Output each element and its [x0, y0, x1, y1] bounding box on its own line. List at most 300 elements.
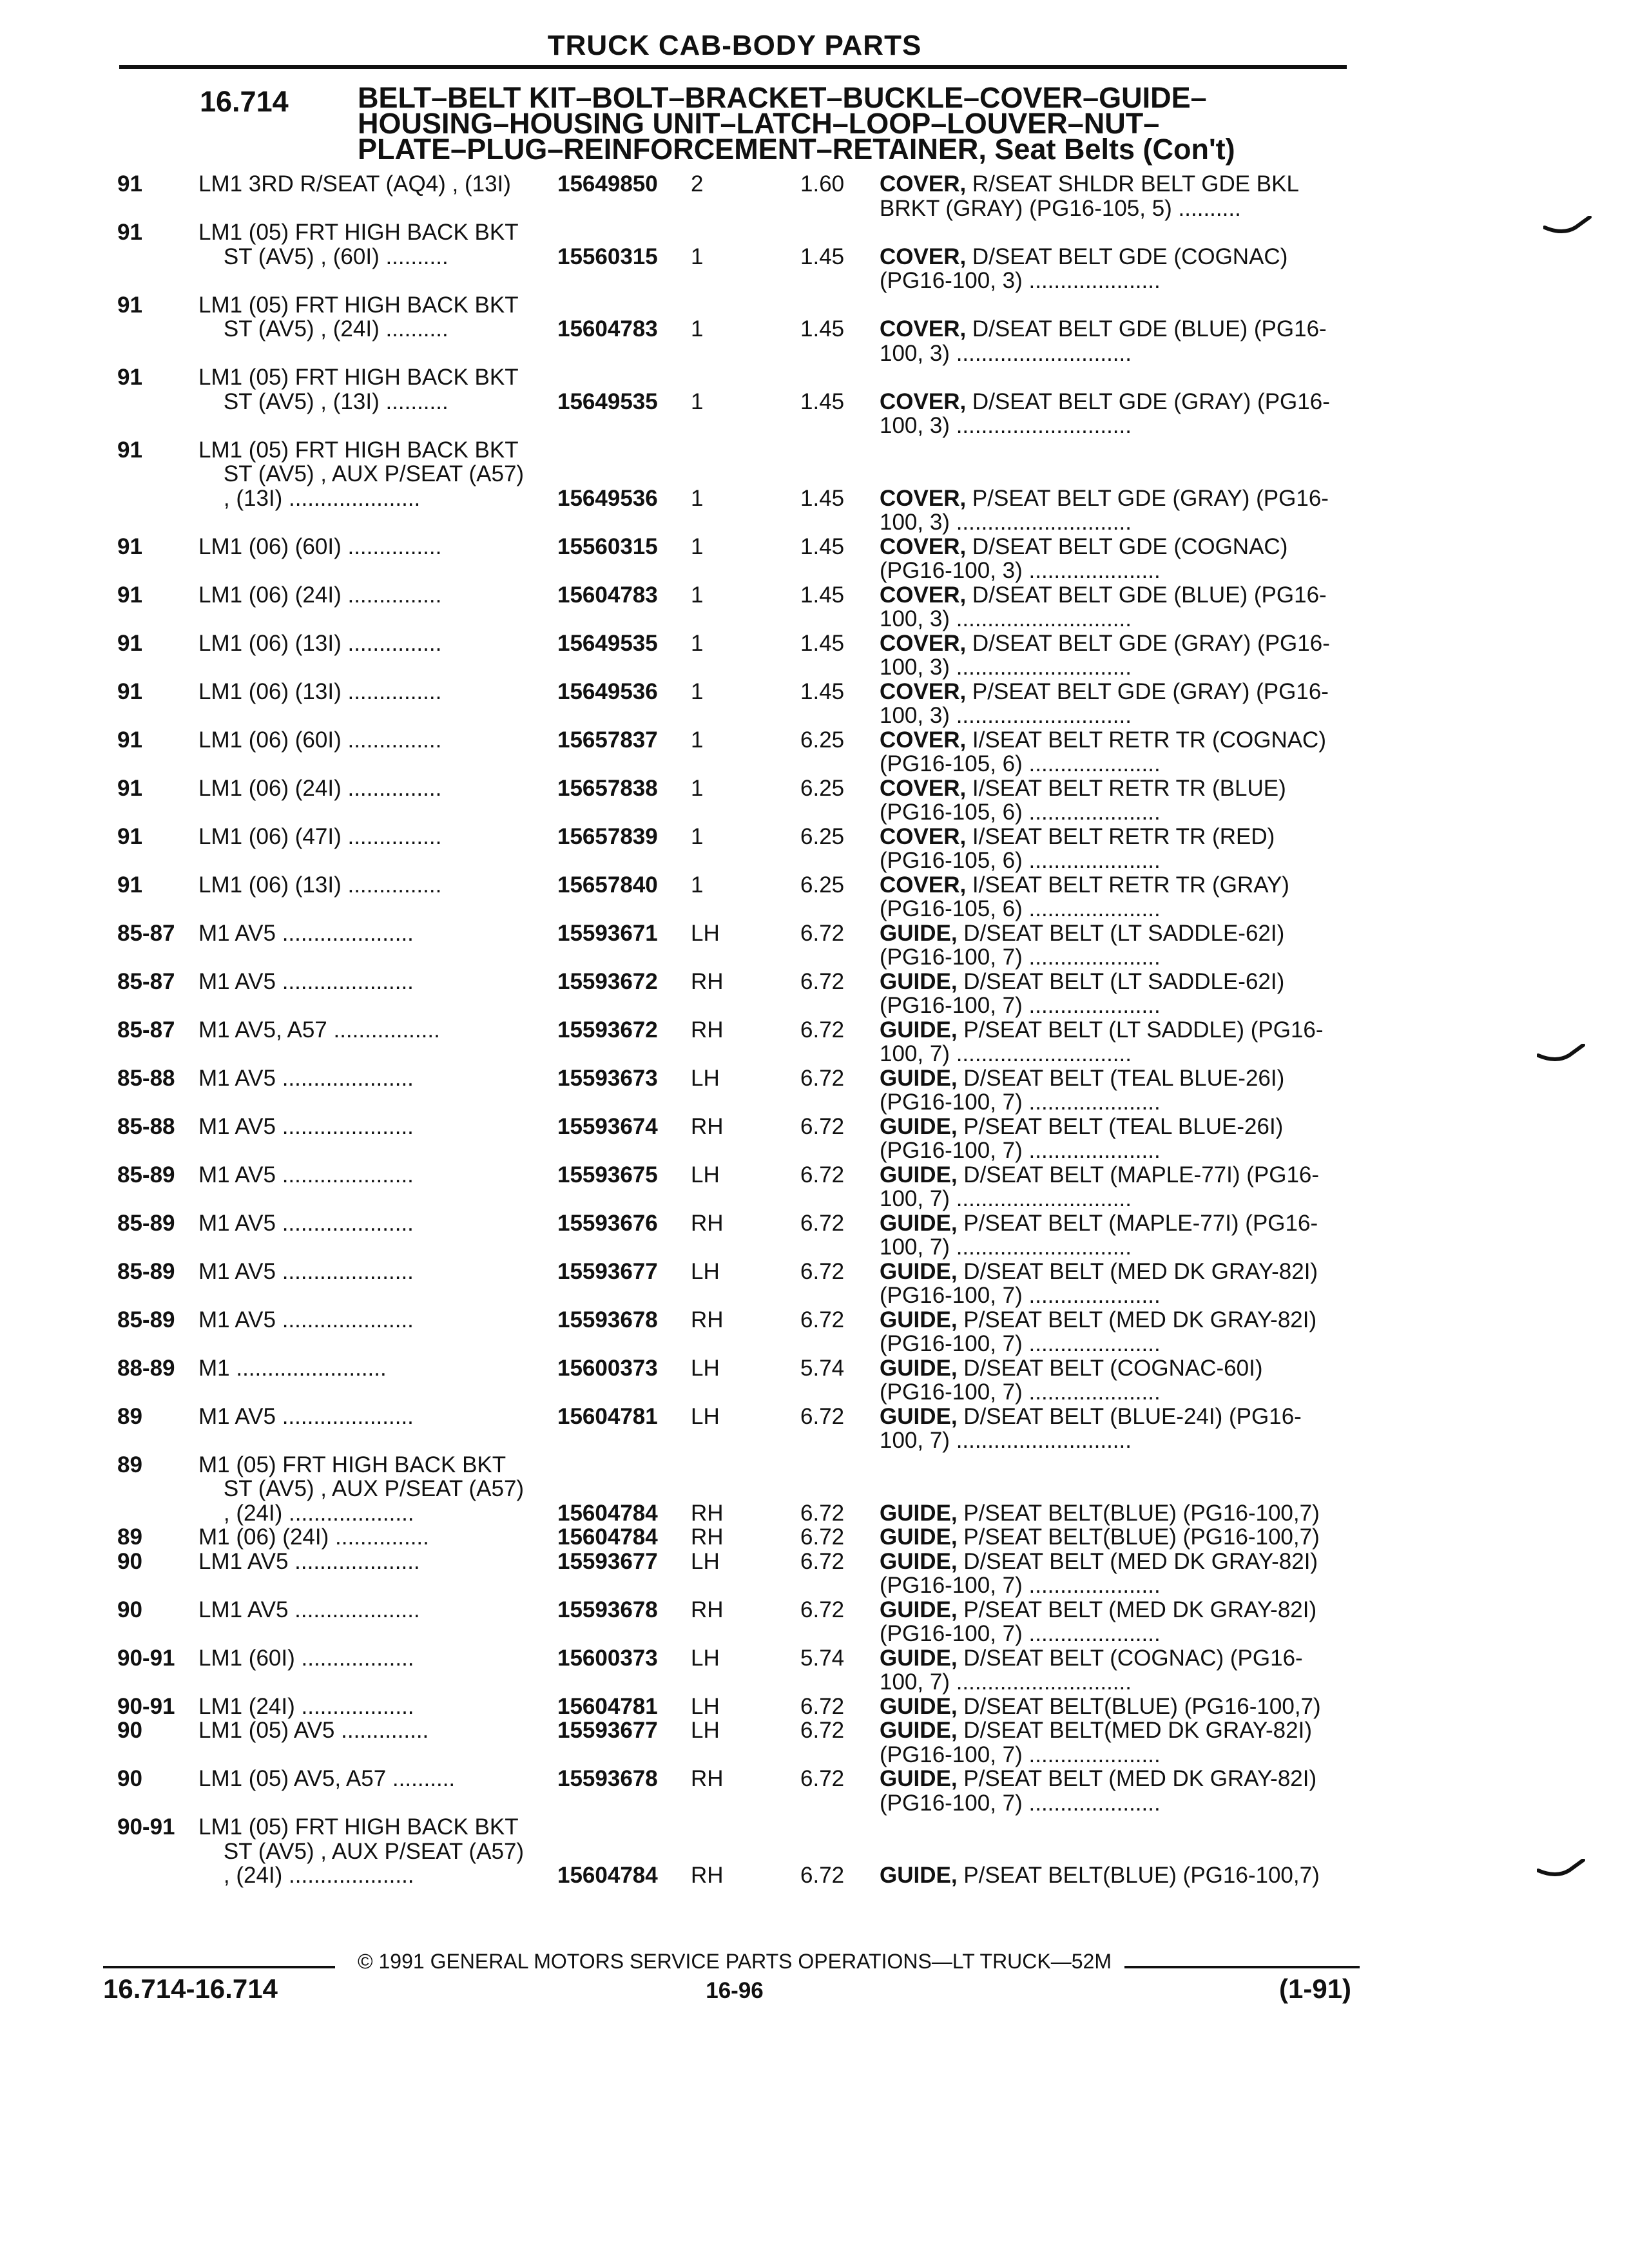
quantity: 1: [691, 316, 704, 341]
model-year: 85-87: [117, 969, 175, 994]
table-row: [0, 293, 1629, 318]
application: M1 (05) FRT HIGH BACK BKT: [198, 1452, 506, 1477]
description-text: (PG16-100, 3) .....................: [880, 558, 1161, 583]
price: 6.72: [800, 1404, 845, 1429]
description: [880, 1307, 1351, 1333]
price: 5.74: [800, 1646, 845, 1671]
description-name: GUIDE,: [880, 1646, 958, 1671]
scan-margin-mark: [1537, 1859, 1586, 1879]
description-name: GUIDE,: [880, 1524, 958, 1550]
application: LM1 (05) FRT HIGH BACK BKT: [198, 437, 519, 463]
part-number: 15604781: [557, 1694, 658, 1719]
quantity: LH: [691, 921, 720, 946]
model-year: 85-87: [117, 1017, 175, 1043]
description: [880, 1186, 1351, 1212]
description: [880, 510, 1351, 535]
table-row: [0, 1501, 1629, 1526]
table-row: [0, 800, 1629, 825]
table-row: [0, 558, 1629, 584]
part-number: 15657838: [557, 776, 658, 801]
description-text: (PG16-100, 7) .....................: [880, 993, 1161, 1018]
part-number: 15604783: [557, 582, 658, 608]
description: [880, 751, 1351, 777]
description-text: P/SEAT BELT (LT SADDLE) (PG16-: [957, 1017, 1324, 1043]
price: 6.72: [800, 1549, 845, 1574]
description: [880, 896, 1351, 922]
description-text: D/SEAT BELT (MAPLE-77I) (PG16-: [957, 1162, 1320, 1187]
part-number: 15649850: [557, 171, 658, 197]
quantity: LH: [691, 1404, 720, 1429]
price: 1.45: [800, 631, 845, 656]
description-text: P/SEAT BELT(BLUE) (PG16-100,7): [957, 1863, 1320, 1888]
part-number: 15593678: [557, 1597, 658, 1622]
table-row: [0, 824, 1629, 850]
part-number: 15604783: [557, 316, 658, 341]
part-number: 15560315: [557, 244, 658, 269]
description-text: I/SEAT BELT RETR TR (BLUE): [966, 776, 1286, 801]
description-text: 100, 7) ............................: [880, 1235, 1132, 1260]
description-text: D/SEAT BELT (LT SADDLE-62I): [957, 969, 1285, 994]
description: [880, 1669, 1351, 1695]
part-number: 15600373: [557, 1356, 658, 1381]
table-row: [0, 1669, 1629, 1695]
description-text: (PG16-100, 7) .....................: [880, 1283, 1161, 1308]
model-year: 90: [117, 1766, 142, 1791]
quantity: RH: [691, 1524, 724, 1550]
description: [880, 824, 1351, 850]
description: [880, 631, 1351, 657]
application: LM1 (05) FRT HIGH BACK BKT: [198, 220, 519, 245]
description-text: (PG16-100, 7) .....................: [880, 1621, 1161, 1646]
description: [880, 534, 1351, 560]
price: 6.72: [800, 1017, 845, 1043]
description: [880, 1863, 1351, 1888]
description-text: (PG16-100, 7) .....................: [880, 945, 1161, 970]
description-text: (PG16-105, 6) .....................: [880, 848, 1161, 873]
table-row: [0, 1066, 1629, 1091]
table-row: [0, 727, 1629, 753]
quantity: 1: [691, 824, 704, 849]
quantity: 1: [691, 582, 704, 608]
footer-section-range: 16.714-16.714: [103, 1974, 278, 2004]
part-number: 15649535: [557, 389, 658, 414]
description-text: D/SEAT BELT GDE (COGNAC): [966, 244, 1288, 269]
part-number: 15604784: [557, 1524, 658, 1550]
description: [880, 1235, 1351, 1260]
description-text: (PG16-100, 7) .....................: [880, 1138, 1161, 1163]
table-row: [0, 534, 1629, 560]
table-row: [0, 1162, 1629, 1188]
quantity: RH: [691, 1307, 724, 1332]
table-row: [0, 848, 1629, 874]
application: LM1 (05) FRT HIGH BACK BKT: [198, 365, 519, 390]
description: [880, 1742, 1351, 1768]
part-number: 15657840: [557, 872, 658, 898]
description: [880, 1766, 1351, 1792]
part-number: 15649536: [557, 486, 658, 511]
description: [880, 1718, 1351, 1744]
model-year: 89: [117, 1524, 142, 1550]
application: LM1 (06) (13I) ...............: [198, 872, 442, 898]
application: M1 AV5 .....................: [198, 1114, 414, 1139]
description: [880, 872, 1351, 898]
model-year: 90: [117, 1597, 142, 1622]
description-text: D/SEAT BELT GDE (GRAY) (PG16-: [966, 389, 1330, 414]
table-row: [0, 1235, 1629, 1260]
description-text: 100, 3) ............................: [880, 655, 1132, 680]
table-row: [0, 921, 1629, 947]
description: [880, 413, 1351, 439]
description-text: P/SEAT BELT (MED DK GRAY-82I): [957, 1597, 1317, 1622]
table-row: [0, 1597, 1629, 1623]
application: M1 (06) (24I) ...............: [198, 1524, 429, 1550]
table-row: [0, 1839, 1629, 1865]
application: LM1 (06) (24I) ...............: [198, 582, 442, 608]
table-row: [0, 1211, 1629, 1236]
description: [880, 1017, 1351, 1043]
price: 1.60: [800, 171, 845, 197]
application: M1 AV5 .....................: [198, 1066, 414, 1091]
description-name: GUIDE,: [880, 1718, 958, 1743]
description-text: D/SEAT BELT (MED DK GRAY-82I): [957, 1549, 1318, 1574]
part-number: 15593671: [557, 921, 658, 946]
description: [880, 1138, 1351, 1164]
table-row: [0, 679, 1629, 705]
description: [880, 582, 1351, 608]
table-row: [0, 171, 1629, 197]
model-year: 91: [117, 534, 142, 559]
description-text: 100, 3) ............................: [880, 606, 1132, 631]
price: 6.72: [800, 969, 845, 994]
description-name: GUIDE,: [880, 1597, 958, 1622]
price: 6.72: [800, 1501, 845, 1526]
price: 1.45: [800, 389, 845, 414]
table-row: [0, 220, 1629, 245]
description: [880, 486, 1351, 512]
description: [880, 1283, 1351, 1309]
price: 6.72: [800, 1211, 845, 1236]
table-row: [0, 1138, 1629, 1164]
description-text: D/SEAT BELT GDE (COGNAC): [966, 534, 1288, 559]
description: [880, 244, 1351, 270]
application: LM1 (05) FRT HIGH BACK BKT: [198, 293, 519, 318]
quantity: 1: [691, 486, 704, 511]
table-row: [0, 1646, 1629, 1671]
part-number: 15593676: [557, 1211, 658, 1236]
application: LM1 (06) (13I) ...............: [198, 679, 442, 704]
application: ST (AV5) , (60I) ..........: [198, 244, 448, 269]
quantity: LH: [691, 1694, 720, 1719]
price: 6.72: [800, 1863, 845, 1888]
description-text: D/SEAT BELT (COGNAC-60I): [957, 1356, 1263, 1381]
description-text: P/SEAT BELT(BLUE) (PG16-100,7): [957, 1524, 1320, 1550]
table-row: [0, 1090, 1629, 1115]
table-row: [0, 1186, 1629, 1212]
section-number: 16.714: [200, 85, 289, 118]
table-row: [0, 196, 1629, 222]
description-name: GUIDE,: [880, 1404, 958, 1429]
price: 6.72: [800, 1597, 845, 1622]
price: 1.45: [800, 244, 845, 269]
description: [880, 1211, 1351, 1236]
application: LM1 (05) FRT HIGH BACK BKT: [198, 1814, 519, 1840]
description-text: 100, 7) ............................: [880, 1428, 1132, 1453]
page-header-title: TRUCK CAB-BODY PARTS: [547, 30, 922, 61]
application: LM1 (60I) ..................: [198, 1646, 414, 1671]
part-number: 15604784: [557, 1863, 658, 1888]
table-row: [0, 1791, 1629, 1816]
application: M1 AV5 .....................: [198, 969, 414, 994]
quantity: LH: [691, 1162, 720, 1187]
description-name: COVER,: [880, 679, 967, 704]
application: ST (AV5) , AUX P/SEAT (A57): [198, 1476, 525, 1501]
table-row: [0, 1814, 1629, 1840]
description: [880, 1114, 1351, 1140]
description: [880, 341, 1351, 367]
header-rule: [119, 65, 1347, 69]
price: 1.45: [800, 679, 845, 704]
part-number: 15649535: [557, 631, 658, 656]
table-row: [0, 1476, 1629, 1502]
application: , (24I) ....................: [198, 1501, 414, 1526]
part-number: 15593674: [557, 1114, 658, 1139]
application: M1 AV5 .....................: [198, 1404, 414, 1429]
description: [880, 1597, 1351, 1623]
description-text: D/SEAT BELT (MED DK GRAY-82I): [957, 1259, 1318, 1284]
description: [880, 1501, 1351, 1526]
application: M1 ........................: [198, 1356, 387, 1381]
description: [880, 727, 1351, 753]
description-text: D/SEAT BELT GDE (BLUE) (PG16-: [966, 316, 1327, 341]
table-row: [0, 606, 1629, 632]
description: [880, 268, 1351, 294]
description-text: 100, 3) ............................: [880, 703, 1132, 728]
description: [880, 993, 1351, 1019]
table-row: [0, 1549, 1629, 1575]
description: [880, 1694, 1351, 1720]
description-text: (PG16-100, 7) .....................: [880, 1331, 1161, 1356]
model-year: 85-88: [117, 1114, 175, 1139]
price: 1.45: [800, 486, 845, 511]
description: [880, 606, 1351, 632]
description-name: COVER,: [880, 776, 967, 801]
application: M1 AV5 .....................: [198, 1259, 414, 1284]
description-name: GUIDE,: [880, 1549, 958, 1574]
description-text: P/SEAT BELT (TEAL BLUE-26I): [957, 1114, 1284, 1139]
description-name: GUIDE,: [880, 1211, 958, 1236]
table-row: [0, 1017, 1629, 1043]
description: [880, 800, 1351, 825]
application: LM1 (05) AV5 ..............: [198, 1718, 429, 1743]
price: 1.45: [800, 316, 845, 341]
description-name: GUIDE,: [880, 969, 958, 994]
table-row: [0, 945, 1629, 970]
part-number: 15604784: [557, 1501, 658, 1526]
description-name: GUIDE,: [880, 1017, 958, 1043]
description-name: GUIDE,: [880, 1114, 958, 1139]
description: [880, 196, 1351, 222]
quantity: LH: [691, 1646, 720, 1671]
description-text: (PG16-100, 3) .....................: [880, 268, 1161, 293]
part-number: 15600373: [557, 1646, 658, 1671]
table-row: [0, 1114, 1629, 1140]
model-year: 91: [117, 582, 142, 608]
description: [880, 1162, 1351, 1188]
table-row: [0, 1718, 1629, 1744]
table-row: [0, 1694, 1629, 1720]
application: LM1 (24I) ..................: [198, 1694, 414, 1719]
description: [880, 1646, 1351, 1671]
description-name: COVER,: [880, 244, 967, 269]
description-name: COVER,: [880, 824, 967, 849]
description-text: 100, 7) ............................: [880, 1669, 1132, 1695]
description-name: GUIDE,: [880, 1307, 958, 1332]
price: 6.72: [800, 1066, 845, 1091]
table-row: [0, 896, 1629, 922]
description: [880, 1549, 1351, 1575]
model-year: 91: [117, 171, 142, 197]
table-row: [0, 582, 1629, 608]
quantity: 2: [691, 171, 704, 197]
description-text: I/SEAT BELT RETR TR (RED): [966, 824, 1275, 849]
quantity: LH: [691, 1718, 720, 1743]
table-row: [0, 316, 1629, 342]
description: [880, 1066, 1351, 1091]
price: 1.45: [800, 582, 845, 608]
description: [880, 1428, 1351, 1454]
table-row: [0, 631, 1629, 657]
part-number: 15657839: [557, 824, 658, 849]
application: ST (AV5) , AUX P/SEAT (A57): [198, 461, 525, 486]
application: ST (AV5) , AUX P/SEAT (A57): [198, 1839, 525, 1864]
description-name: GUIDE,: [880, 1501, 958, 1526]
table-row: [0, 413, 1629, 439]
application: LM1 (06) (24I) ...............: [198, 776, 442, 801]
part-number: 15593677: [557, 1549, 658, 1574]
application: LM1 (06) (60I) ...............: [198, 727, 442, 753]
application: ST (AV5) , (13I) ..........: [198, 389, 448, 414]
quantity: 1: [691, 727, 704, 753]
description: [880, 1621, 1351, 1647]
price: 6.72: [800, 1307, 845, 1332]
description: [880, 1041, 1351, 1067]
description: [880, 1259, 1351, 1285]
model-year: 89: [117, 1404, 142, 1429]
table-row: [0, 365, 1629, 390]
model-year: 88-89: [117, 1356, 175, 1381]
table-row: [0, 1524, 1629, 1550]
description: [880, 969, 1351, 995]
description: [880, 1404, 1351, 1430]
quantity: LH: [691, 1259, 720, 1284]
description-text: R/SEAT SHLDR BELT GDE BKL: [966, 171, 1299, 197]
quantity: 1: [691, 244, 704, 269]
description-text: P/SEAT BELT GDE (GRAY) (PG16-: [966, 679, 1329, 704]
model-year: 85-87: [117, 921, 175, 946]
price: 1.45: [800, 534, 845, 559]
description-name: GUIDE,: [880, 921, 958, 946]
part-number: 15593672: [557, 969, 658, 994]
table-row: [0, 1573, 1629, 1599]
description-text: D/SEAT BELT (COGNAC) (PG16-: [957, 1646, 1303, 1671]
description: [880, 1524, 1351, 1550]
part-number: 15560315: [557, 534, 658, 559]
description: [880, 1090, 1351, 1115]
description-text: D/SEAT BELT (TEAL BLUE-26I): [957, 1066, 1285, 1091]
model-year: 89: [117, 1452, 142, 1477]
description-text: (PG16-100, 7) .....................: [880, 1573, 1161, 1598]
description-text: I/SEAT BELT RETR TR (GRAY): [966, 872, 1289, 898]
price: 6.72: [800, 921, 845, 946]
application: LM1 AV5 ....................: [198, 1597, 420, 1622]
table-row: [0, 389, 1629, 415]
description-name: COVER,: [880, 389, 967, 414]
model-year: 91: [117, 631, 142, 656]
price: 6.25: [800, 776, 845, 801]
quantity: RH: [691, 1017, 724, 1043]
description-name: GUIDE,: [880, 1766, 958, 1791]
table-row: [0, 1452, 1629, 1478]
quantity: 1: [691, 534, 704, 559]
scan-margin-mark: [1537, 1044, 1586, 1064]
description-text: D/SEAT BELT (LT SADDLE-62I): [957, 921, 1285, 946]
quantity: 1: [691, 776, 704, 801]
model-year: 91: [117, 872, 142, 898]
description: [880, 171, 1351, 197]
description-text: 100, 7) ............................: [880, 1186, 1132, 1211]
model-year: 85-89: [117, 1307, 175, 1332]
description: [880, 945, 1351, 970]
description-text: P/SEAT BELT (MAPLE-77I) (PG16-: [957, 1211, 1318, 1236]
quantity: 1: [691, 631, 704, 656]
quantity: LH: [691, 1356, 720, 1381]
description-text: D/SEAT BELT(BLUE) (PG16-100,7): [957, 1694, 1321, 1719]
application: ST (AV5) , (24I) ..........: [198, 316, 448, 341]
table-row: [0, 437, 1629, 463]
application: LM1 (06) (13I) ...............: [198, 631, 442, 656]
model-year: 91: [117, 293, 142, 318]
description-name: COVER,: [880, 171, 967, 197]
model-year: 91: [117, 776, 142, 801]
model-year: 90: [117, 1718, 142, 1743]
description-name: COVER,: [880, 631, 967, 656]
table-row: [0, 1621, 1629, 1647]
description-name: GUIDE,: [880, 1259, 958, 1284]
quantity: RH: [691, 1211, 724, 1236]
description: [880, 1379, 1351, 1405]
description: [880, 1791, 1351, 1816]
table-row: [0, 655, 1629, 680]
table-row: [0, 993, 1629, 1019]
table-row: [0, 1259, 1629, 1285]
application: LM1 (05) AV5, A57 ..........: [198, 1766, 456, 1791]
table-row: [0, 486, 1629, 512]
model-year: 90-91: [117, 1694, 175, 1719]
description: [880, 1356, 1351, 1381]
description-name: GUIDE,: [880, 1066, 958, 1091]
description: [880, 389, 1351, 415]
description: [880, 776, 1351, 802]
model-year: 90-91: [117, 1814, 175, 1840]
description: [880, 1331, 1351, 1357]
price: 6.25: [800, 727, 845, 753]
section-title-line-3: PLATE–PLUG–REINFORCEMENT–RETAINER, Seat Belts (Con't): [358, 133, 1235, 166]
application: LM1 AV5 ....................: [198, 1549, 420, 1574]
part-number: 15593677: [557, 1718, 658, 1743]
description-name: COVER,: [880, 582, 967, 608]
model-year: 91: [117, 824, 142, 849]
part-number: 15593678: [557, 1766, 658, 1791]
